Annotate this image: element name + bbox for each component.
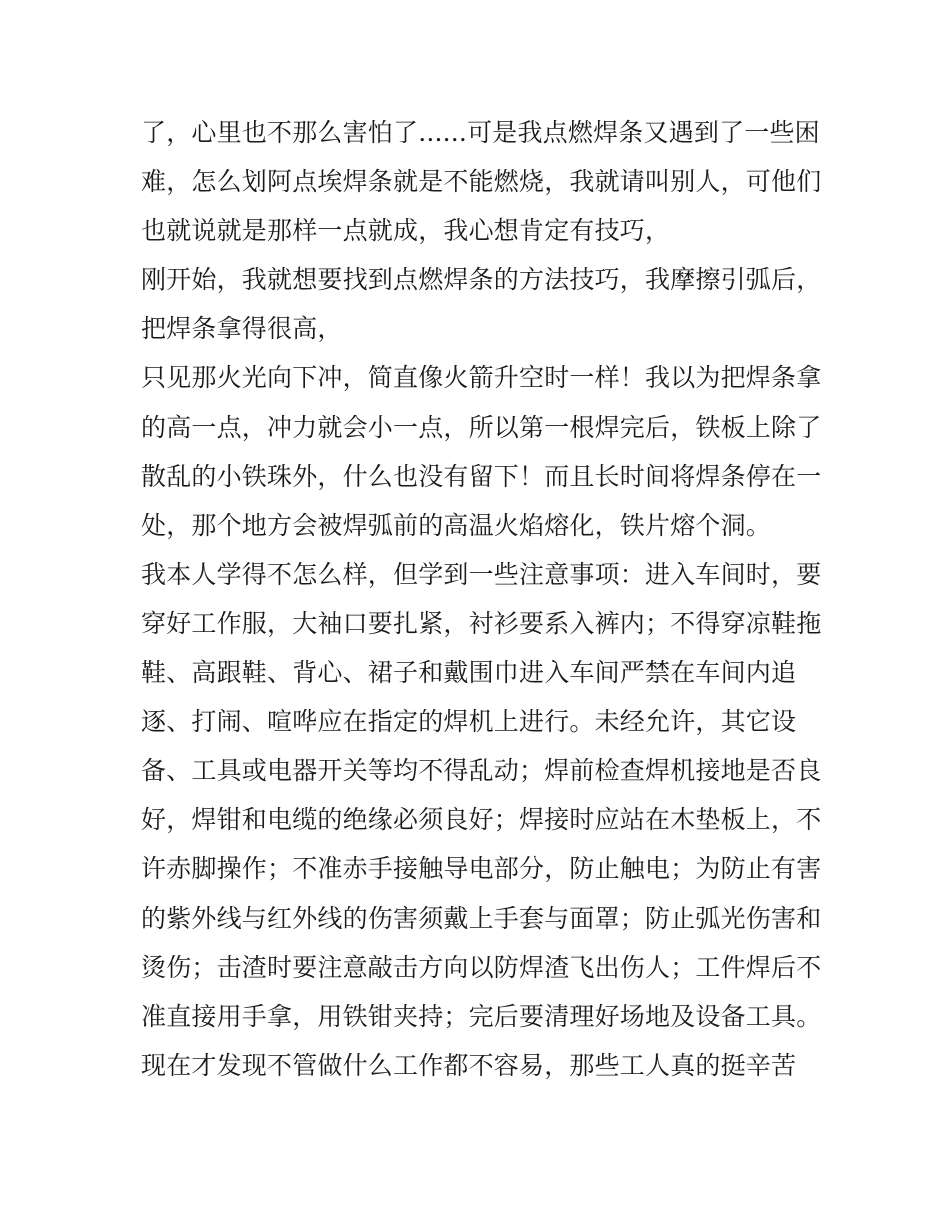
text-line: 许赤脚操作；不准赤手接触导电部分，防止触电；为防止有害 — [141, 854, 822, 884]
text-line: 把焊条拿得很高， — [141, 314, 343, 344]
body-text — [141, 108, 821, 1090]
text-line: 逐、打闹、喧哗应在指定的焊机上进行。未经允许，其它设 — [141, 707, 797, 737]
text-line: 备、工具或电器开关等均不得乱动；焊前检查焊机接地是否良 — [141, 756, 822, 786]
text-line: 烫伤；击渣时要注意敲击方向以防焊渣飞出伤人；工件焊后不 — [141, 952, 822, 982]
text-line: 的高一点，冲力就会小一点，所以第一根焊完后，铁板上除了 — [141, 412, 822, 442]
text-line: 只见那火光向下冲，简直像火箭升空时一样！我以为把焊条拿 — [141, 363, 822, 393]
text-line: 穿好工作服，大袖口要扎紧，衬衫要系入裤内；不得穿凉鞋拖 — [141, 608, 822, 638]
text-line: 处，那个地方会被焊弧前的高温火焰熔化，铁片熔个洞。 — [141, 510, 772, 540]
text-line: 难，怎么划阿点埃焊条就是不能燃烧，我就请叫别人，可他们 — [141, 167, 822, 197]
text-line: 了，心里也不那么害怕了......可是我点燃焊条又遇到了一些困 — [141, 118, 820, 147]
text-line: 现在才发现不管做什么工作都不容易，那些工人真的挺辛苦 — [141, 1050, 797, 1080]
text-line: 好，焊钳和电缆的绝缘必须良好；焊接时应站在木垫板上，不 — [141, 805, 822, 835]
text-line: 散乱的小铁珠外，什么也没有留下！而且长时间将焊条停在一 — [141, 461, 822, 491]
text-line: 鞋、高跟鞋、背心、裙子和戴围巾进入车间严禁在车间内追 — [141, 658, 797, 688]
text-line: 刚开始，我就想要找到点燃焊条的方法技巧，我摩擦引弧后， — [141, 265, 822, 295]
text-line: 准直接用手拿，用铁钳夹持；完后要清理好场地及设备工具。 — [141, 1001, 822, 1031]
text-line: 也就说就是那样一点就成，我心想肯定有技巧， — [141, 216, 671, 246]
text-line: 我本人学得不怎么样，但学到一些注意事项：进入车间时，要 — [141, 559, 822, 589]
text-line: 的紫外线与红外线的伤害须戴上手套与面罩；防止弧光伤害和 — [141, 903, 822, 933]
